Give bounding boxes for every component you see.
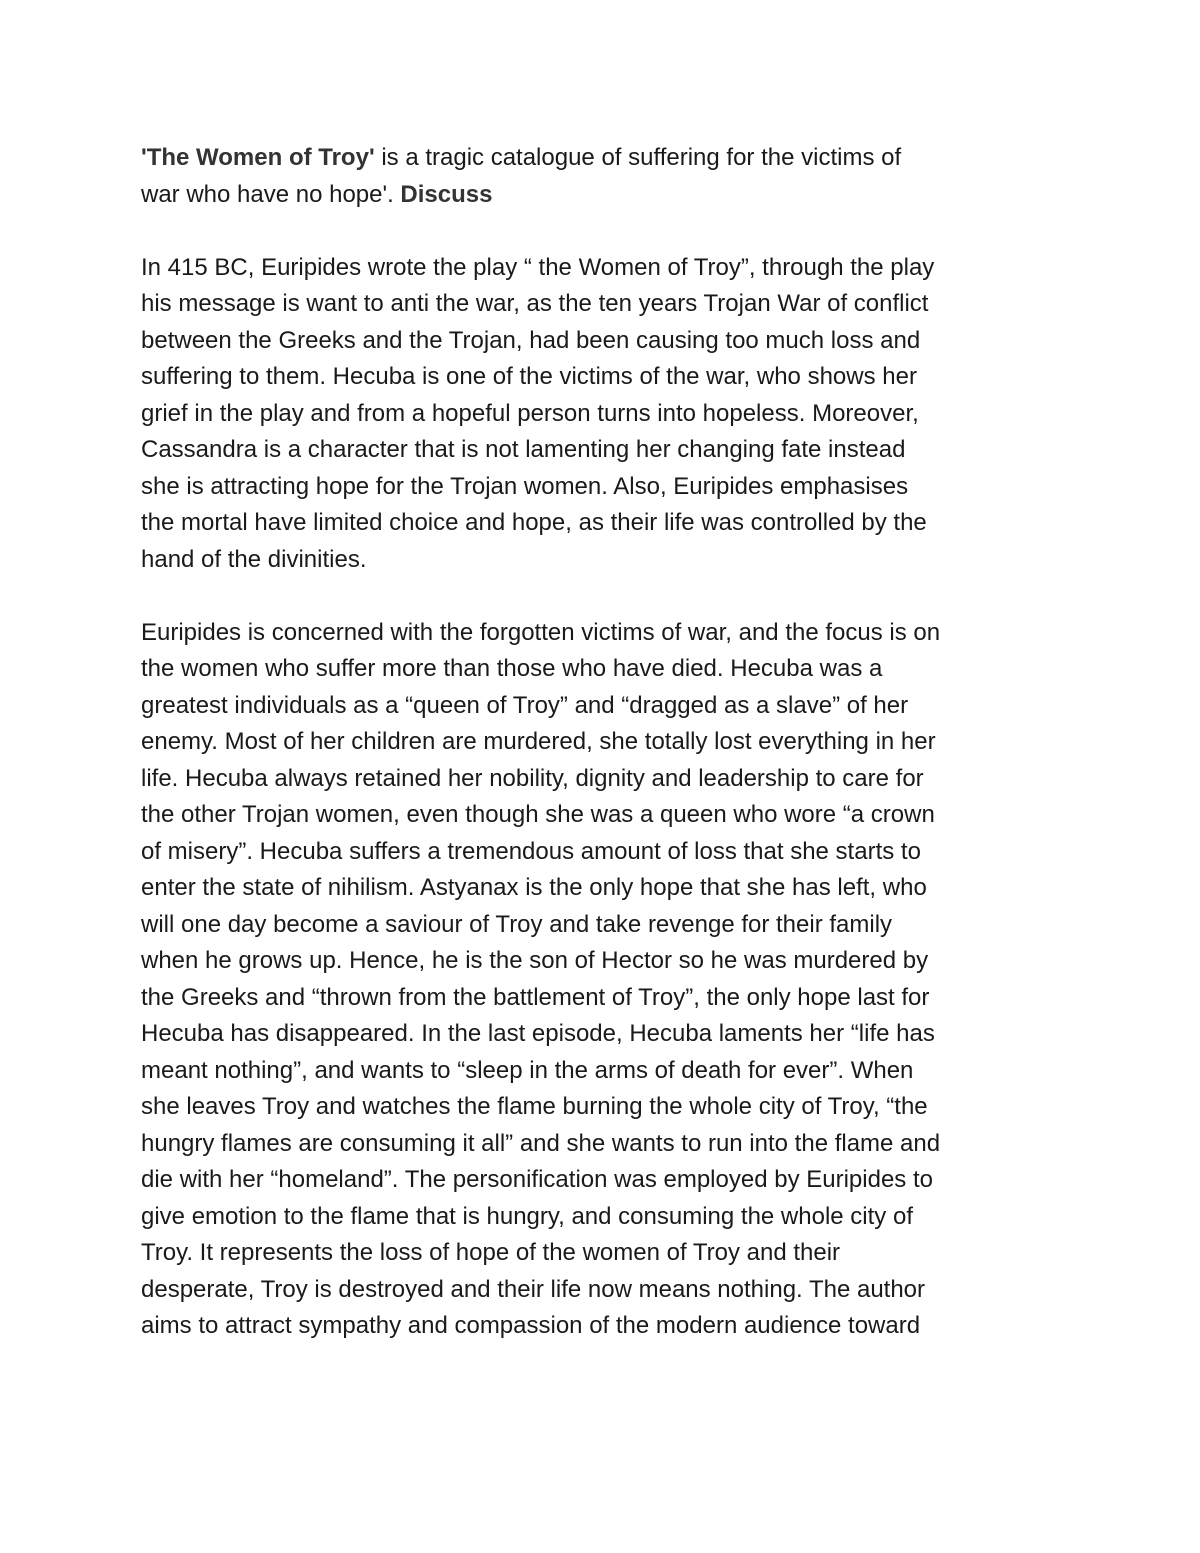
text-line: when he grows up. Hence, he is the son of Hector so he was murdered by <box>141 947 929 974</box>
essay-question-text: is a tragic catalogue of suffering for the victims of <box>374 144 902 171</box>
text-line: the women who suffer more than those who have died. Hecuba was a <box>141 655 883 682</box>
paragraph-introduction <box>141 250 1081 579</box>
text-line: enemy. Most of her children are murdered, she totally lost everything in her <box>141 728 936 755</box>
text-line: enter the state of nihilism. Astyanax is the only hope that she has left, who <box>141 874 927 901</box>
text-line: give emotion to the flame that is hungry, and consuming the whole city of <box>141 1202 913 1230</box>
text-line: In 415 BC, Euripides wrote the play “ the Women of Troy”, through the play <box>141 253 935 281</box>
text-line: desperate, Troy is destroyed and their life now means nothing. The author <box>141 1275 926 1303</box>
paragraph-spacer <box>141 213 1081 250</box>
text-line: Hecuba has disappeared. In the last episode, Hecuba laments her “life has <box>141 1020 935 1047</box>
paragraph-spacer <box>141 578 1081 615</box>
text-line: life. Hecuba always retained her nobility, dignity and leadership to care for <box>141 764 924 792</box>
text-line: the mortal have limited choice and hope, as their life was controlled by the <box>141 509 927 536</box>
document-body <box>141 140 1081 1345</box>
text-line: hungry flames are consuming it all” and she wants to run into the flame and <box>141 1129 941 1157</box>
text-line: Euripides is concerned with the forgotten victims of war, and the focus is on <box>141 618 941 646</box>
text-line: Cassandra is a character that is not lamenting her changing fate instead <box>141 436 906 463</box>
text-line: meant nothing”, and wants to “sleep in the arms of death for ever”. When <box>141 1056 914 1084</box>
text-line: suffering to them. Hecuba is one of the victims of the war, who shows her <box>141 363 917 390</box>
text-line: the other Trojan women, even though she was a queen who wore “a crown <box>141 801 935 828</box>
essay-question-line-1 <box>141 140 1081 177</box>
text-line: she leaves Troy and watches the flame burning the whole city of Troy, “the <box>141 1093 928 1120</box>
text-line: greatest individuals as a “queen of Troy” and “dragged as a slave” of her <box>141 691 909 719</box>
text-line: grief in the play and from a hopeful person turns into hopeless. Moreover, <box>141 399 919 427</box>
paragraph-body <box>141 615 1081 1345</box>
text-line: she is attracting hope for the Trojan women. Also, Euripides emphasises <box>141 472 909 500</box>
text-line: will one day become a saviour of Troy and take revenge for their family <box>141 910 893 938</box>
text-line: his message is want to anti the war, as the ten years Trojan War of conflict <box>141 290 929 317</box>
essay-instruction-bold: Discuss <box>400 180 493 208</box>
text-line: the Greeks and “thrown from the battlement of Troy”, the only hope last for <box>141 983 930 1011</box>
text-line: aims to attract sympathy and compassion of the modern audience toward <box>141 1312 921 1339</box>
text-line: Troy. It represents the loss of hope of the women of Troy and their <box>141 1239 841 1266</box>
text-line: between the Greeks and the Trojan, had been causing too much loss and <box>141 326 921 354</box>
text-line: die with her “homeland”. The personification was employed by Euripides to <box>141 1166 933 1193</box>
essay-question-text: war who have no hope'. <box>141 180 401 208</box>
essay-title-bold: 'The Women of Troy' <box>141 144 375 171</box>
text-line: of misery”. Hecuba suffers a tremendous amount of loss that she starts to <box>141 837 921 865</box>
essay-question-line-2 <box>141 177 1081 214</box>
text-line: hand of the divinities. <box>141 545 367 573</box>
